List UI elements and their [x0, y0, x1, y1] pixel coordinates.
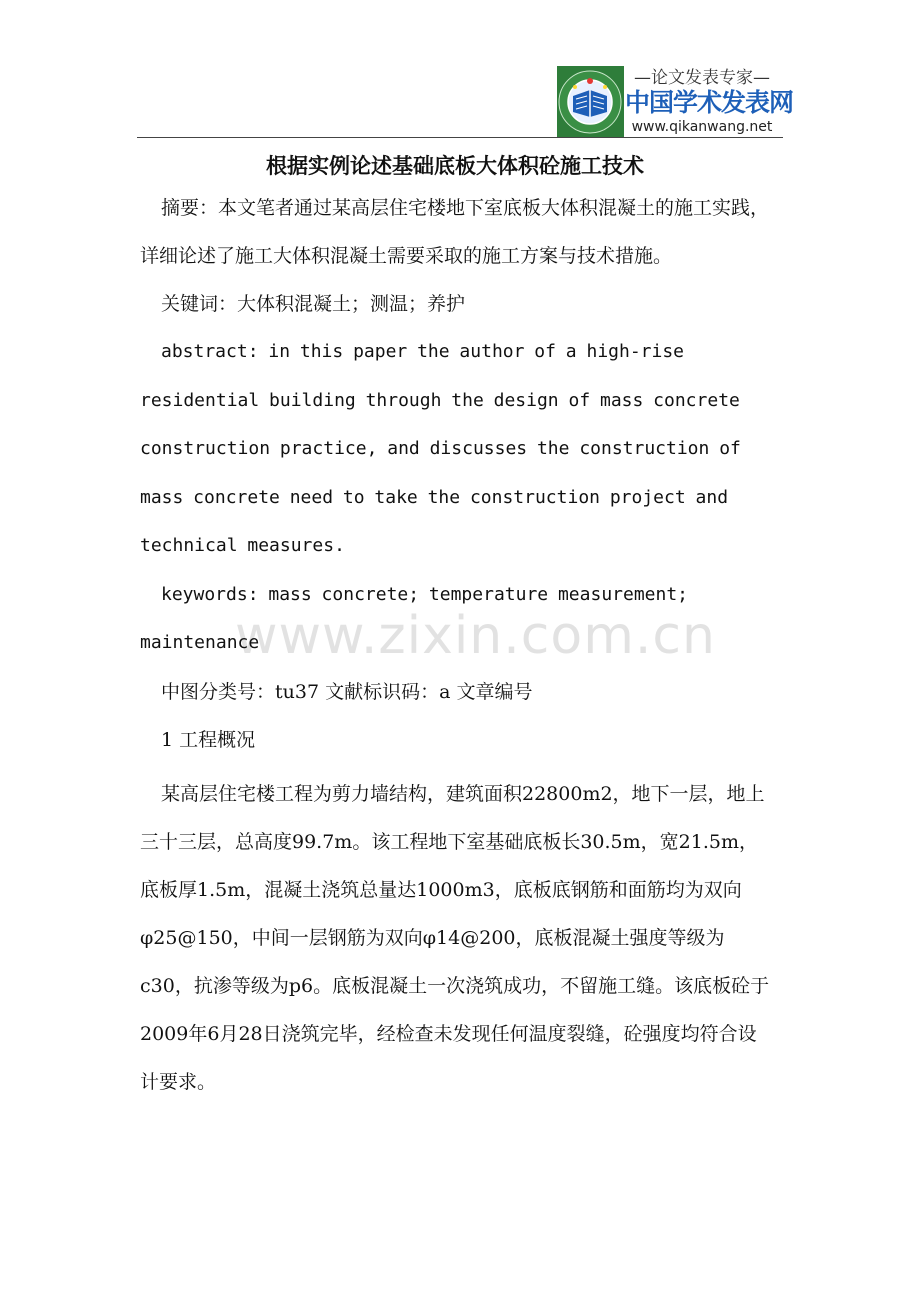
document-title: 根据实例论述基础底板大体积砼施工技术	[266, 153, 644, 178]
section-heading: 1 工程概况	[161, 728, 256, 751]
header-divider	[137, 137, 783, 138]
seal-emblem	[557, 66, 624, 137]
logo-site-url: www.qikanwang.net	[631, 119, 773, 135]
keywords-chinese: 关键词：大体积混凝土；测温；养护	[161, 293, 466, 315]
section-body: 某高层住宅楼工程为剪力墙结构，建筑面积22800m2，地下一层，地上三十三层，总高度99.7m。该工程地下室基础底板长30.5m，宽21.5m，底板厚1.5m，混凝土浇筑总量达1000m3，底板底钢筋和面筋均为双向φ25@150，中间一层钢筋为双向φ14@200，底板混凝土强度等级为c30，抗渗等级为p6。底板混凝土一次浇筑成功，不留施工缝。该底板砼于2009年6月28日浇筑完毕，经检查未发现任何温度裂缝，砼强度均符合设计要求。	[140, 782, 770, 1093]
abstract-english: abstract: in this paper the author of a high-rise residential building through the design of mass concrete construction practice, and discusses the construction of mass concrete need to take the construction project and technical measures.	[140, 341, 741, 556]
logo-brand-name: 中国学术发表网	[625, 88, 794, 117]
logo-slogan: —论文发表专家—	[634, 68, 770, 88]
classification-line: 中图分类号：tu37 文献标识码：a 文章编号	[161, 680, 533, 703]
document-body	[140, 148, 770, 1106]
watermark: www.zixin.com.cn	[235, 606, 716, 666]
keywords-english: keywords: mass concrete; temperature measurement; maintenance	[140, 583, 689, 653]
abstract-chinese: 摘要：本文笔者通过某高层住宅楼地下室底板大体积混凝土的施工实践，详细论述了施工大体积混凝土需要采取的施工方案与技术措施。	[140, 197, 770, 267]
site-logo	[557, 66, 794, 137]
